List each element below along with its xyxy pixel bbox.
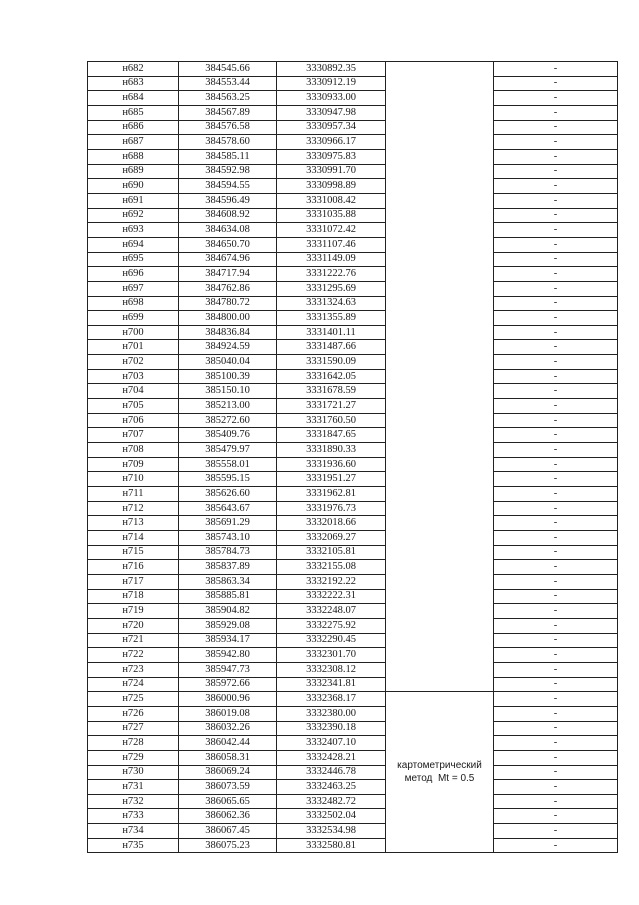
table-row — [88, 281, 618, 296]
point-name-cell: н689 — [88, 164, 179, 179]
error-value-cell: - — [494, 706, 618, 721]
point-name-cell: н729 — [88, 750, 179, 765]
y-coordinate-cell: 3332482.72 — [277, 794, 386, 809]
point-name-cell: н685 — [88, 105, 179, 120]
table-row — [88, 120, 618, 135]
method-name: картометрический — [397, 760, 482, 772]
point-name-cell: н734 — [88, 824, 179, 839]
error-value-cell: - — [494, 208, 618, 223]
x-coordinate-cell: 385691.29 — [179, 516, 277, 531]
point-name-cell: н706 — [88, 413, 179, 428]
error-value-cell: - — [494, 135, 618, 150]
error-value-cell: - — [494, 780, 618, 795]
table-row — [88, 706, 618, 721]
y-coordinate-cell: 3331008.42 — [277, 193, 386, 208]
table-row — [88, 457, 618, 472]
error-value-cell: - — [494, 765, 618, 780]
y-coordinate-cell: 3331149.09 — [277, 252, 386, 267]
x-coordinate-cell: 384836.84 — [179, 325, 277, 340]
point-name-cell: н682 — [88, 62, 179, 77]
y-coordinate-cell: 3332534.98 — [277, 824, 386, 839]
x-coordinate-cell: 385947.73 — [179, 662, 277, 677]
x-coordinate-cell: 385942.80 — [179, 648, 277, 663]
error-value-cell: - — [494, 164, 618, 179]
point-name-cell: н716 — [88, 560, 179, 575]
error-value-cell: - — [494, 62, 618, 77]
point-name-cell: н718 — [88, 589, 179, 604]
x-coordinate-cell: 385040.04 — [179, 355, 277, 370]
x-coordinate-cell: 385595.15 — [179, 472, 277, 487]
table-row — [88, 589, 618, 604]
error-value-cell: - — [494, 340, 618, 355]
y-coordinate-cell: 3331222.76 — [277, 267, 386, 282]
y-coordinate-cell: 3332069.27 — [277, 531, 386, 546]
point-name-cell: н696 — [88, 267, 179, 282]
error-value-cell: - — [494, 574, 618, 589]
point-name-cell: н692 — [88, 208, 179, 223]
point-name-cell: н726 — [88, 706, 179, 721]
y-coordinate-cell: 3331962.81 — [277, 487, 386, 502]
method-cell-empty — [386, 62, 494, 692]
error-value-cell: - — [494, 838, 618, 853]
point-name-cell: н732 — [88, 794, 179, 809]
x-coordinate-cell: 386069.24 — [179, 765, 277, 780]
y-coordinate-cell: 3330912.19 — [277, 76, 386, 91]
x-coordinate-cell: 386073.59 — [179, 780, 277, 795]
x-coordinate-cell: 385558.01 — [179, 457, 277, 472]
y-coordinate-cell: 3332428.21 — [277, 750, 386, 765]
y-coordinate-cell: 3331295.69 — [277, 281, 386, 296]
table-row — [88, 340, 618, 355]
error-value-cell: - — [494, 120, 618, 135]
error-value-cell: - — [494, 281, 618, 296]
point-name-cell: н701 — [88, 340, 179, 355]
table-row — [88, 516, 618, 531]
error-value-cell: - — [494, 516, 618, 531]
y-coordinate-cell: 3332407.10 — [277, 736, 386, 751]
y-coordinate-cell: 3331721.27 — [277, 399, 386, 414]
error-value-cell: - — [494, 692, 618, 707]
point-name-cell: н694 — [88, 237, 179, 252]
error-value-cell: - — [494, 736, 618, 751]
x-coordinate-cell: 385100.39 — [179, 369, 277, 384]
error-value-cell: - — [494, 237, 618, 252]
x-coordinate-cell: 386032.26 — [179, 721, 277, 736]
y-coordinate-cell: 3331401.11 — [277, 325, 386, 340]
point-name-cell: н720 — [88, 618, 179, 633]
table-row — [88, 296, 618, 311]
x-coordinate-cell: 385929.08 — [179, 618, 277, 633]
table-row — [88, 223, 618, 238]
error-value-cell: - — [494, 296, 618, 311]
x-coordinate-cell: 384585.11 — [179, 149, 277, 164]
point-name-cell: н704 — [88, 384, 179, 399]
y-coordinate-cell: 3331324.63 — [277, 296, 386, 311]
table-row — [88, 721, 618, 736]
point-name-cell: н714 — [88, 531, 179, 546]
x-coordinate-cell: 385837.89 — [179, 560, 277, 575]
table-row — [88, 809, 618, 824]
y-coordinate-cell: 3332446.78 — [277, 765, 386, 780]
x-coordinate-cell: 384592.98 — [179, 164, 277, 179]
error-value-cell: - — [494, 91, 618, 106]
point-name-cell: н702 — [88, 355, 179, 370]
table-row — [88, 574, 618, 589]
y-coordinate-cell: 3331642.05 — [277, 369, 386, 384]
table-row — [88, 677, 618, 692]
x-coordinate-cell: 384576.58 — [179, 120, 277, 135]
x-coordinate-cell: 384578.60 — [179, 135, 277, 150]
table-row — [88, 267, 618, 282]
table-row — [88, 179, 618, 194]
error-value-cell: - — [494, 149, 618, 164]
x-coordinate-cell: 384717.94 — [179, 267, 277, 282]
y-coordinate-cell: 3331890.33 — [277, 443, 386, 458]
table-row — [88, 604, 618, 619]
point-name-cell: н703 — [88, 369, 179, 384]
error-value-cell: - — [494, 472, 618, 487]
x-coordinate-cell: 386065.65 — [179, 794, 277, 809]
point-name-cell: н733 — [88, 809, 179, 824]
table-row — [88, 105, 618, 120]
point-name-cell: н711 — [88, 487, 179, 502]
table-row — [88, 311, 618, 326]
table-row — [88, 193, 618, 208]
point-name-cell: н710 — [88, 472, 179, 487]
error-value-cell: - — [494, 325, 618, 340]
table-row — [88, 325, 618, 340]
error-value-cell: - — [494, 750, 618, 765]
x-coordinate-cell: 384780.72 — [179, 296, 277, 311]
coordinates-sheet — [87, 61, 617, 853]
error-value-cell: - — [494, 413, 618, 428]
error-value-cell: - — [494, 824, 618, 839]
error-value-cell: - — [494, 545, 618, 560]
x-coordinate-cell: 384800.00 — [179, 311, 277, 326]
table-row — [88, 633, 618, 648]
y-coordinate-cell: 3332192.22 — [277, 574, 386, 589]
y-coordinate-cell: 3330947.98 — [277, 105, 386, 120]
point-name-cell: н687 — [88, 135, 179, 150]
y-coordinate-cell: 3332248.07 — [277, 604, 386, 619]
y-coordinate-cell: 3331355.89 — [277, 311, 386, 326]
x-coordinate-cell: 386000.96 — [179, 692, 277, 707]
y-coordinate-cell: 3331760.50 — [277, 413, 386, 428]
table-row — [88, 838, 618, 853]
error-value-cell: - — [494, 457, 618, 472]
table-row — [88, 618, 618, 633]
table-row — [88, 413, 618, 428]
y-coordinate-cell: 3330933.00 — [277, 91, 386, 106]
x-coordinate-cell: 385934.17 — [179, 633, 277, 648]
x-coordinate-cell: 384674.96 — [179, 252, 277, 267]
point-name-cell: н723 — [88, 662, 179, 677]
error-value-cell: - — [494, 487, 618, 502]
table-row — [88, 428, 618, 443]
x-coordinate-cell: 385150.10 — [179, 384, 277, 399]
y-coordinate-cell: 3331590.09 — [277, 355, 386, 370]
y-coordinate-cell: 3332155.08 — [277, 560, 386, 575]
table-row — [88, 750, 618, 765]
x-coordinate-cell: 385643.67 — [179, 501, 277, 516]
y-coordinate-cell: 3331072.42 — [277, 223, 386, 238]
table-row — [88, 355, 618, 370]
error-value-cell: - — [494, 809, 618, 824]
table-row — [88, 662, 618, 677]
point-name-cell: н691 — [88, 193, 179, 208]
point-name-cell: н683 — [88, 76, 179, 91]
table-row — [88, 472, 618, 487]
y-coordinate-cell: 3330975.83 — [277, 149, 386, 164]
y-coordinate-cell: 3332341.81 — [277, 677, 386, 692]
coordinates-table-body — [88, 62, 618, 853]
point-name-cell: н715 — [88, 545, 179, 560]
point-name-cell: н727 — [88, 721, 179, 736]
point-name-cell: н697 — [88, 281, 179, 296]
y-coordinate-cell: 3330957.34 — [277, 120, 386, 135]
error-value-cell: - — [494, 179, 618, 194]
point-name-cell: н684 — [88, 91, 179, 106]
table-row — [88, 164, 618, 179]
error-value-cell: - — [494, 721, 618, 736]
y-coordinate-cell: 3332502.04 — [277, 809, 386, 824]
x-coordinate-cell: 384553.44 — [179, 76, 277, 91]
table-row — [88, 62, 618, 77]
method-cell — [386, 692, 494, 853]
error-value-cell: - — [494, 633, 618, 648]
table-row — [88, 135, 618, 150]
x-coordinate-cell: 385885.81 — [179, 589, 277, 604]
y-coordinate-cell: 3331035.88 — [277, 208, 386, 223]
y-coordinate-cell: 3332368.17 — [277, 692, 386, 707]
x-coordinate-cell: 384594.55 — [179, 179, 277, 194]
error-value-cell: - — [494, 311, 618, 326]
point-name-cell: н722 — [88, 648, 179, 663]
y-coordinate-cell: 3332301.70 — [277, 648, 386, 663]
error-value-cell: - — [494, 589, 618, 604]
error-value-cell: - — [494, 677, 618, 692]
error-value-cell: - — [494, 604, 618, 619]
x-coordinate-cell: 384563.25 — [179, 91, 277, 106]
y-coordinate-cell: 3332380.00 — [277, 706, 386, 721]
table-row — [88, 91, 618, 106]
y-coordinate-cell: 3330892.35 — [277, 62, 386, 77]
x-coordinate-cell: 384634.08 — [179, 223, 277, 238]
y-coordinate-cell: 3331847.65 — [277, 428, 386, 443]
point-name-cell: н735 — [88, 838, 179, 853]
error-value-cell: - — [494, 252, 618, 267]
table-row — [88, 824, 618, 839]
point-name-cell: н686 — [88, 120, 179, 135]
point-name-cell: н699 — [88, 311, 179, 326]
table-row — [88, 76, 618, 91]
point-name-cell: н690 — [88, 179, 179, 194]
x-coordinate-cell: 385784.73 — [179, 545, 277, 560]
x-coordinate-cell: 384545.66 — [179, 62, 277, 77]
point-name-cell: н728 — [88, 736, 179, 751]
table-row — [88, 399, 618, 414]
table-row — [88, 149, 618, 164]
point-name-cell: н721 — [88, 633, 179, 648]
point-name-cell: н695 — [88, 252, 179, 267]
point-name-cell: н725 — [88, 692, 179, 707]
point-name-cell: н713 — [88, 516, 179, 531]
x-coordinate-cell: 385272.60 — [179, 413, 277, 428]
table-row — [88, 794, 618, 809]
x-coordinate-cell: 385972.66 — [179, 677, 277, 692]
error-value-cell: - — [494, 193, 618, 208]
x-coordinate-cell: 386019.08 — [179, 706, 277, 721]
table-row — [88, 648, 618, 663]
table-row — [88, 531, 618, 546]
error-value-cell: - — [494, 369, 618, 384]
point-name-cell: н705 — [88, 399, 179, 414]
table-row — [88, 765, 618, 780]
x-coordinate-cell: 384762.86 — [179, 281, 277, 296]
table-row — [88, 501, 618, 516]
point-name-cell: н709 — [88, 457, 179, 472]
x-coordinate-cell: 384608.92 — [179, 208, 277, 223]
point-name-cell: н731 — [88, 780, 179, 795]
y-coordinate-cell: 3331976.73 — [277, 501, 386, 516]
table-row — [88, 237, 618, 252]
x-coordinate-cell: 384924.59 — [179, 340, 277, 355]
error-value-cell: - — [494, 662, 618, 677]
point-name-cell: н719 — [88, 604, 179, 619]
x-coordinate-cell: 386062.36 — [179, 809, 277, 824]
y-coordinate-cell: 3331487.66 — [277, 340, 386, 355]
y-coordinate-cell: 3330966.17 — [277, 135, 386, 150]
x-coordinate-cell: 385409.76 — [179, 428, 277, 443]
point-name-cell: н717 — [88, 574, 179, 589]
error-value-cell: - — [494, 223, 618, 238]
y-coordinate-cell: 3331951.27 — [277, 472, 386, 487]
point-name-cell: н700 — [88, 325, 179, 340]
x-coordinate-cell: 386075.23 — [179, 838, 277, 853]
x-coordinate-cell: 385626.60 — [179, 487, 277, 502]
error-value-cell: - — [494, 76, 618, 91]
y-coordinate-cell: 3332390.18 — [277, 721, 386, 736]
table-row — [88, 560, 618, 575]
error-value-cell: - — [494, 560, 618, 575]
error-value-cell: - — [494, 267, 618, 282]
error-value-cell: - — [494, 618, 618, 633]
y-coordinate-cell: 3332105.81 — [277, 545, 386, 560]
y-coordinate-cell: 3330991.70 — [277, 164, 386, 179]
error-value-cell: - — [494, 794, 618, 809]
error-value-cell: - — [494, 428, 618, 443]
x-coordinate-cell: 386067.45 — [179, 824, 277, 839]
y-coordinate-cell: 3331678.59 — [277, 384, 386, 399]
x-coordinate-cell: 385213.00 — [179, 399, 277, 414]
x-coordinate-cell: 385479.97 — [179, 443, 277, 458]
method-accuracy: метод Mt = 0.5 — [404, 773, 475, 785]
table-row — [88, 208, 618, 223]
x-coordinate-cell: 384567.89 — [179, 105, 277, 120]
point-name-cell: н730 — [88, 765, 179, 780]
y-coordinate-cell: 3332308.12 — [277, 662, 386, 677]
y-coordinate-cell: 3332275.92 — [277, 618, 386, 633]
table-row — [88, 780, 618, 795]
error-value-cell: - — [494, 648, 618, 663]
x-coordinate-cell: 385743.10 — [179, 531, 277, 546]
y-coordinate-cell: 3331936.60 — [277, 457, 386, 472]
y-coordinate-cell: 3332018.66 — [277, 516, 386, 531]
y-coordinate-cell: 3331107.46 — [277, 237, 386, 252]
table-row — [88, 736, 618, 751]
x-coordinate-cell: 384650.70 — [179, 237, 277, 252]
x-coordinate-cell: 386042.44 — [179, 736, 277, 751]
error-value-cell: - — [494, 384, 618, 399]
table-row — [88, 692, 618, 707]
error-value-cell: - — [494, 355, 618, 370]
y-coordinate-cell: 3332580.81 — [277, 838, 386, 853]
y-coordinate-cell: 3332463.25 — [277, 780, 386, 795]
point-name-cell: н712 — [88, 501, 179, 516]
x-coordinate-cell: 384596.49 — [179, 193, 277, 208]
y-coordinate-cell: 3332290.45 — [277, 633, 386, 648]
x-coordinate-cell: 385904.82 — [179, 604, 277, 619]
table-row — [88, 384, 618, 399]
point-name-cell: н724 — [88, 677, 179, 692]
error-value-cell: - — [494, 501, 618, 516]
x-coordinate-cell: 385863.34 — [179, 574, 277, 589]
point-name-cell: н707 — [88, 428, 179, 443]
y-coordinate-cell: 3330998.89 — [277, 179, 386, 194]
table-row — [88, 487, 618, 502]
point-name-cell: н708 — [88, 443, 179, 458]
table-row — [88, 369, 618, 384]
error-value-cell: - — [494, 443, 618, 458]
y-coordinate-cell: 3332222.31 — [277, 589, 386, 604]
x-coordinate-cell: 386058.31 — [179, 750, 277, 765]
table-row — [88, 252, 618, 267]
table-row — [88, 545, 618, 560]
point-name-cell: н688 — [88, 149, 179, 164]
point-name-cell: н693 — [88, 223, 179, 238]
coordinates-table — [87, 61, 618, 853]
error-value-cell: - — [494, 531, 618, 546]
table-row — [88, 443, 618, 458]
error-value-cell: - — [494, 399, 618, 414]
point-name-cell: н698 — [88, 296, 179, 311]
error-value-cell: - — [494, 105, 618, 120]
